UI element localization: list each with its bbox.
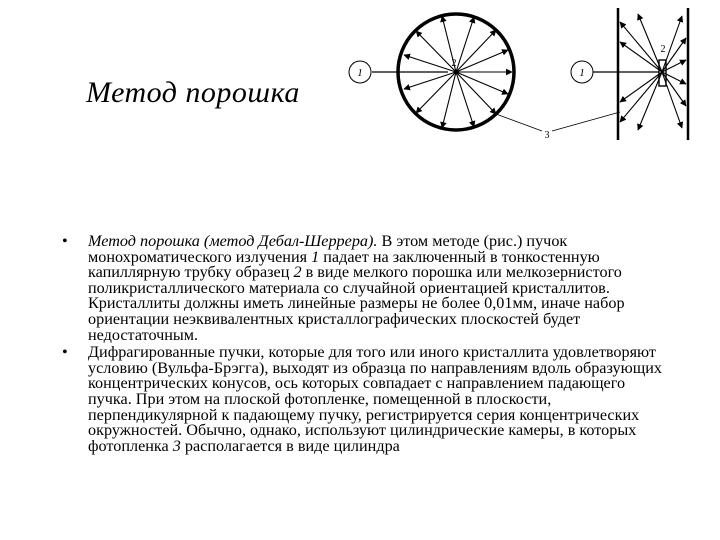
svg-text:1: 1: [579, 67, 585, 79]
source-label-right: [571, 61, 593, 83]
film-label: [496, 112, 620, 141]
source-label-left: [349, 61, 371, 83]
svg-text:3: 3: [544, 130, 550, 141]
svg-text:1: 1: [357, 67, 363, 79]
page-title: Метод порошка: [86, 76, 300, 109]
bullet-marker: •: [62, 343, 68, 362]
sample-label-right: 2: [660, 44, 666, 55]
cylindrical-camera: [372, 14, 514, 130]
sample-label-left: 2: [451, 58, 457, 69]
debye-scherrer-diagram: [336, 0, 720, 150]
body-text: [62, 234, 662, 456]
bullet-marker: •: [62, 232, 68, 250]
list-item: • Дифрагированные пучки, которые для того или иного кристаллита удовлетворяют условию (Вульфа-Брэгга), выходят из образца по направлениям вдоль образующих концентрических конусов, ось которых совпадает с направлением падающего пучка. При этом на плоской фотопленке, помещенной в плоскости, перпендикулярной к падающему пучку, регистрируется серия концентрических окружностей. Обычно, однако, используют цилиндрические камеры, в которых фотопленка 3 располагается в виде цилиндра: [62, 343, 662, 455]
flat-film-camera: [591, 8, 688, 140]
lead-term: Метод порошка (метод Дебал-Шеррера).: [88, 232, 378, 250]
list-item: • Метод порошка (метод Дебал-Шеррера). В этом методе (рис.) пучок монохроматического излучения 1 падает на заключенный в тонкостенную капиллярную трубку образец 2 в виде мелкого порошка или мелкозернистого поликристаллического материала со случайной ориентацией кристаллитов. Кристаллиты должны иметь линейные размеры не более 0,01мм, иначе набор ориентации неэквивалентных кристаллографических плоскостей будет недостаточным.: [62, 232, 625, 344]
